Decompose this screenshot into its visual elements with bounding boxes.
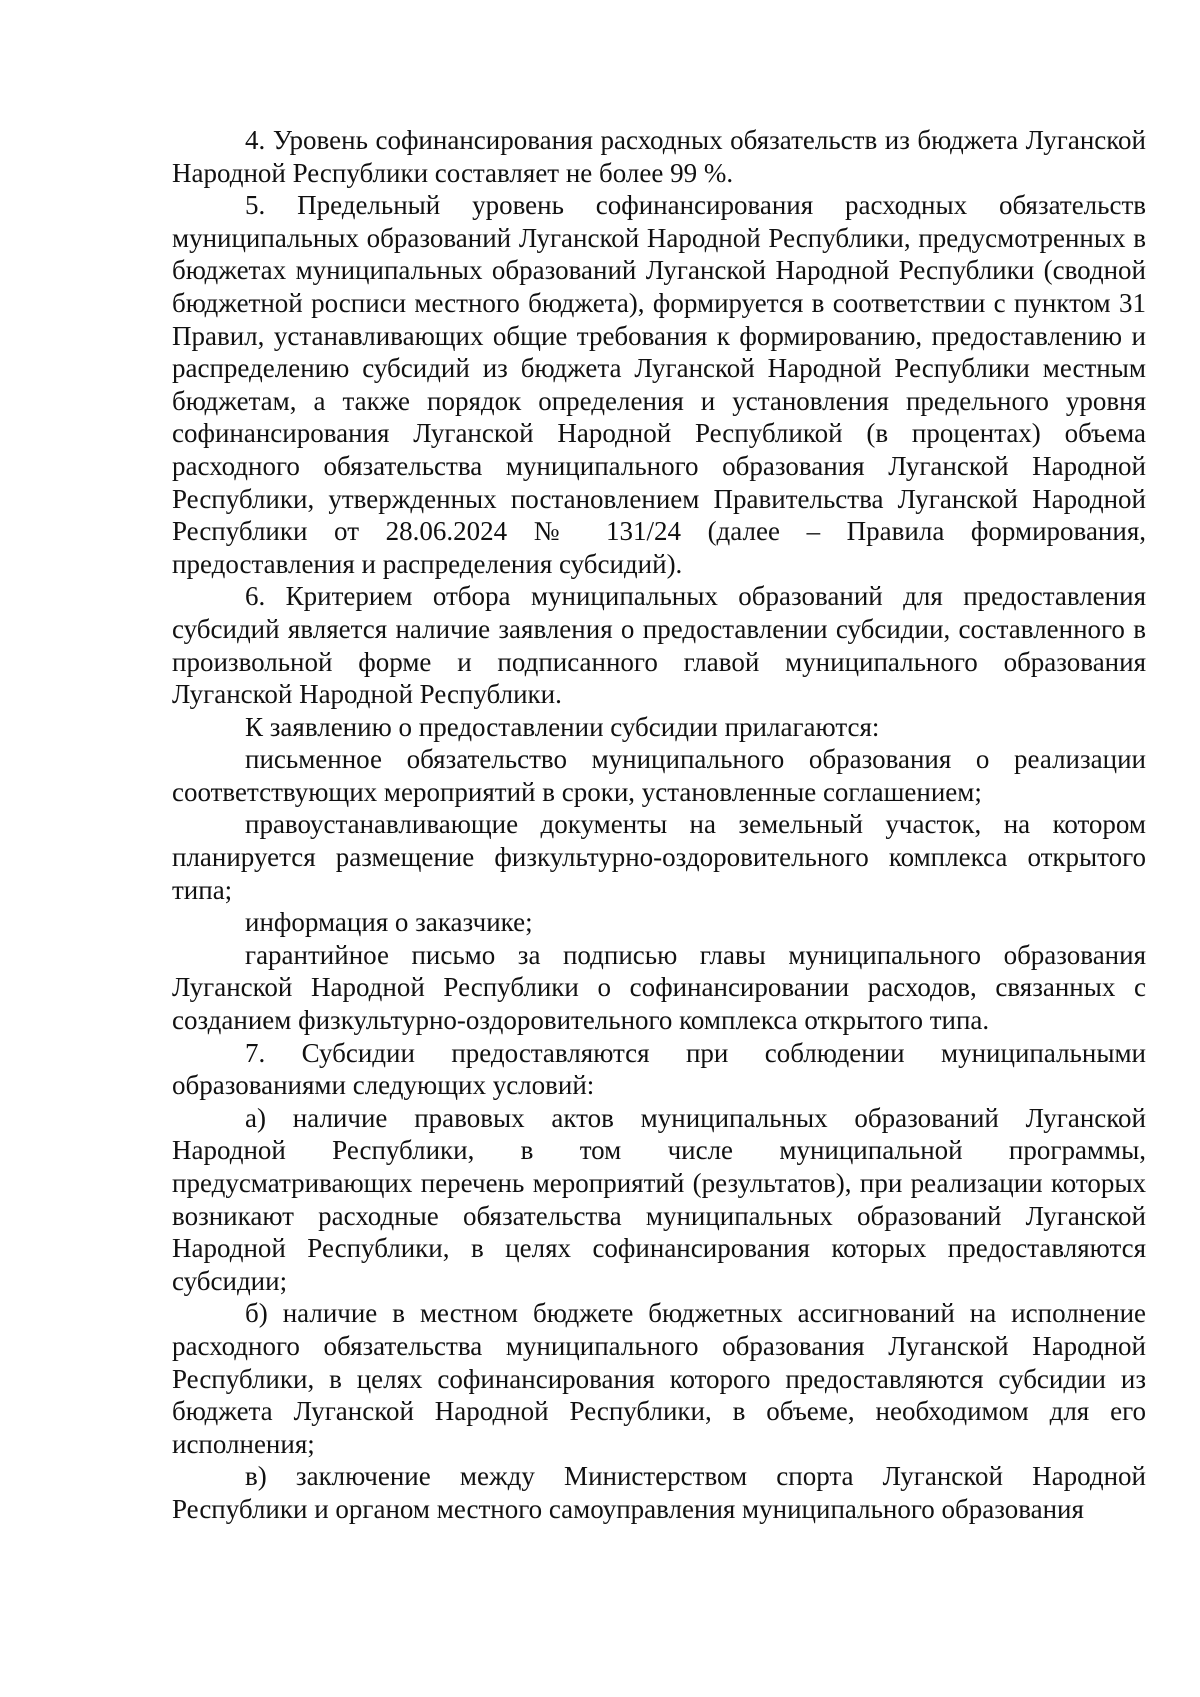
attachment-land-documents: правоустанавливающие документы на земельный участок, на котором планируется размещение физкультурно-оздоровительного комплекса открытого типа; — [172, 809, 1146, 905]
attachment-customer-info: информация о заказчике; — [245, 907, 533, 938]
paragraph-4-cofinancing-level: 4. Уровень софинансирования расходных обязательств из бюджета Луганской Народной Республики составляет не более 99 %. — [172, 125, 1146, 188]
condition-v-agreement: в) заключение между Министерством спорта Луганской Народной Республики и органом местного самоуправления муниципального образования — [172, 1461, 1146, 1524]
condition-b-budget-allocations: б) наличие в местном бюджете бюджетных ассигнований на исполнение расходного обязательства муниципального образования Луганской Народной Республики, в целях софинансирования которого предоставляются субсидии из бюджета Луганской Народной Республики, в объеме, необходимом для его исполнения; — [172, 1298, 1146, 1459]
paragraph-attachments-intro: К заявлению о предоставлении субсидии прилагаются: — [245, 711, 880, 742]
paragraph-5-max-cofinancing-level: 5. Предельный уровень софинансирования расходных обязательств муниципальных образований Луганской Народной Республики, предусмотренных в бюджетах муниципальных образований Луганской Народной Республики (сводной бюджетной росписи местного бюджета), формируется в соответствии с пунктом 31 Правил, устанавливающих общие требования к формированию, предоставлению и распределению субсидий из бюджета Луганской Народной Республики местным бюджетам, а также порядок определения и установления предельного уровня софинансирования Луганской Народной Республикой (в процентах) объема расходного обязательства муниципального образования Луганской Народной Республики, утвержденных постановлением Правительства Луганской Народной Республики от 28.06.2024 № 131/24 (далее – Правила формирования, предоставления и распределения субсидий). — [172, 190, 1146, 579]
condition-a-legal-acts: а) наличие правовых актов муниципальных образований Луганской Народной Республики, в том числе муниципальной программы, предусматривающих перечень мероприятий (результатов), при реализации которых возникают расходные обязательства муниципальных образований Луганской Народной Республики, в целях софинансирования которых предоставляются субсидии; — [172, 1102, 1146, 1296]
document-body — [172, 124, 1146, 1526]
paragraph-7-conditions: 7. Субсидии предоставляются при соблюдении муниципальными образованиями следующих условий: — [172, 1037, 1146, 1101]
paragraph-6-selection-criterion: 6. Критерием отбора муниципальных образований для предоставления субсидий является наличие заявления о предоставлении субсидии, составленного в произвольной форме и подписанного главой муниципального образования Луганской Народной Республики. — [172, 581, 1146, 710]
attachment-written-obligation: письменное обязательство муниципального образования о реализации соответствующих мероприятий в сроки, установленные соглашением; — [172, 744, 1146, 807]
attachment-guarantee-letter: гарантийное письмо за подписью главы муниципального образования Луганской Народной Республики о софинансировании расходов, связанных с созданием физкультурно-оздоровительного комплекса открытого типа. — [172, 939, 1146, 1036]
